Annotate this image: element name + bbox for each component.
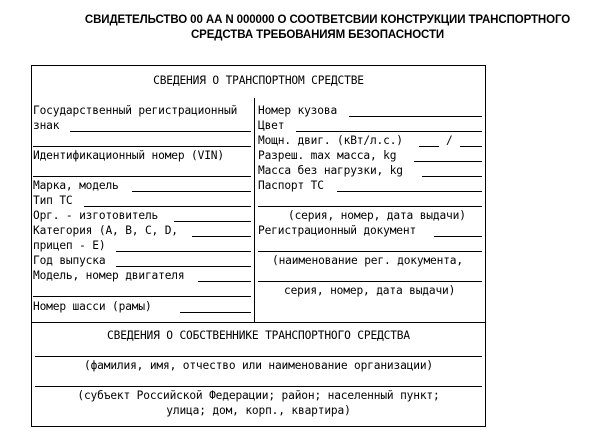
vin-field[interactable] [33,176,251,177]
passport-label: Паспорт ТС [258,179,324,192]
vin-label: Идентификационный номер (VIN) [33,149,224,162]
column-divider [254,98,255,322]
unladen-mass-field[interactable] [422,176,482,177]
reg-document-hint-2: серия, номер, дата выдачи) [284,284,456,297]
owner-address-field[interactable] [35,386,482,387]
power-label: Мощн. двиг. (кВт/л.с.) [258,134,403,147]
color-label: Цвет [258,119,285,132]
vehicle-section-heading: СВЕДЕНИЯ О ТРАНСПОРТНОМ СРЕДСТВЕ [153,74,364,87]
passport-hint: (серия, номер, дата выдачи) [288,209,466,222]
chassis-field[interactable] [180,312,251,313]
document-title [0,13,595,43]
reg-sign-label: Государственный регистрационный [33,104,238,117]
category-label-2: прицеп - Е) [33,239,106,252]
body-number-field[interactable] [349,116,482,117]
owner-section-heading: СВЕДЕНИЯ О СОБСТВЕННИКЕ ТРАНСПОРТНОГО СРЕДСТВА [107,329,410,342]
owner-address-hint: (субъект Российской Федерации; район; населенный пункт; [77,389,440,402]
category-field-2[interactable] [116,251,251,252]
owner-name-hint: (фамилия, имя, отчество или наименование организации) [83,359,434,372]
owner-address-hint-2: улица; дом, корп., квартира) [166,404,351,417]
passport-field-2[interactable] [258,206,482,207]
engine-model-label: Модель, номер двигателя [33,269,185,282]
reg-sign-field-2[interactable] [33,146,251,147]
chassis-label: Номер шасси (рамы) [33,300,152,313]
reg-document-field[interactable] [434,236,482,237]
make-model-label: Марка, модель [33,179,119,192]
manufacturer-field[interactable] [174,221,251,222]
reg-document-label: Регистрационный документ [258,224,417,237]
passport-field[interactable] [337,191,482,192]
make-model-field[interactable] [132,191,251,192]
reg-sign-label-2: знак [33,119,60,132]
category-field[interactable] [192,236,251,237]
body-number-label: Номер кузова [258,104,338,117]
max-mass-label: Разреш. max масса, kg [258,149,397,162]
category-label: Категория (А, В, С, D, [33,224,178,237]
engine-model-field-2[interactable] [33,296,251,297]
owner-name-field[interactable] [35,356,482,357]
power-kw-field[interactable] [419,146,439,147]
certificate-form [31,65,486,427]
manufacturer-label: Орг. - изготовитель [33,209,159,222]
engine-model-field[interactable] [198,281,251,282]
color-field[interactable] [296,131,482,132]
reg-document-hint: (наименование рег. документа, [272,254,463,267]
power-separator: / [446,134,453,147]
vehicle-type-label: Тип ТС [33,194,73,207]
year-field[interactable] [116,266,251,267]
section-divider [32,322,485,323]
reg-sign-field[interactable] [70,131,251,132]
power-hp-field[interactable] [460,146,482,147]
title-line-1: СВИДЕТЕЛЬСТВО 00 АА N 000000 О СООТВЕТСВИИ КОНСТРУКЦИИ ТРАНСПОРТНОГО [84,14,571,26]
unladen-mass-label: Масса без нагрузки, kg [258,164,403,177]
reg-document-field-3[interactable] [258,281,482,282]
vehicle-type-field[interactable] [84,206,251,207]
title-line-2: СРЕДСТВА ТРЕБОВАНИЯМ БЕЗОПАСНОСТИ [190,29,445,41]
max-mass-field[interactable] [414,161,482,162]
year-label: Год выпуска [33,254,106,267]
reg-document-field-2[interactable] [258,251,482,252]
